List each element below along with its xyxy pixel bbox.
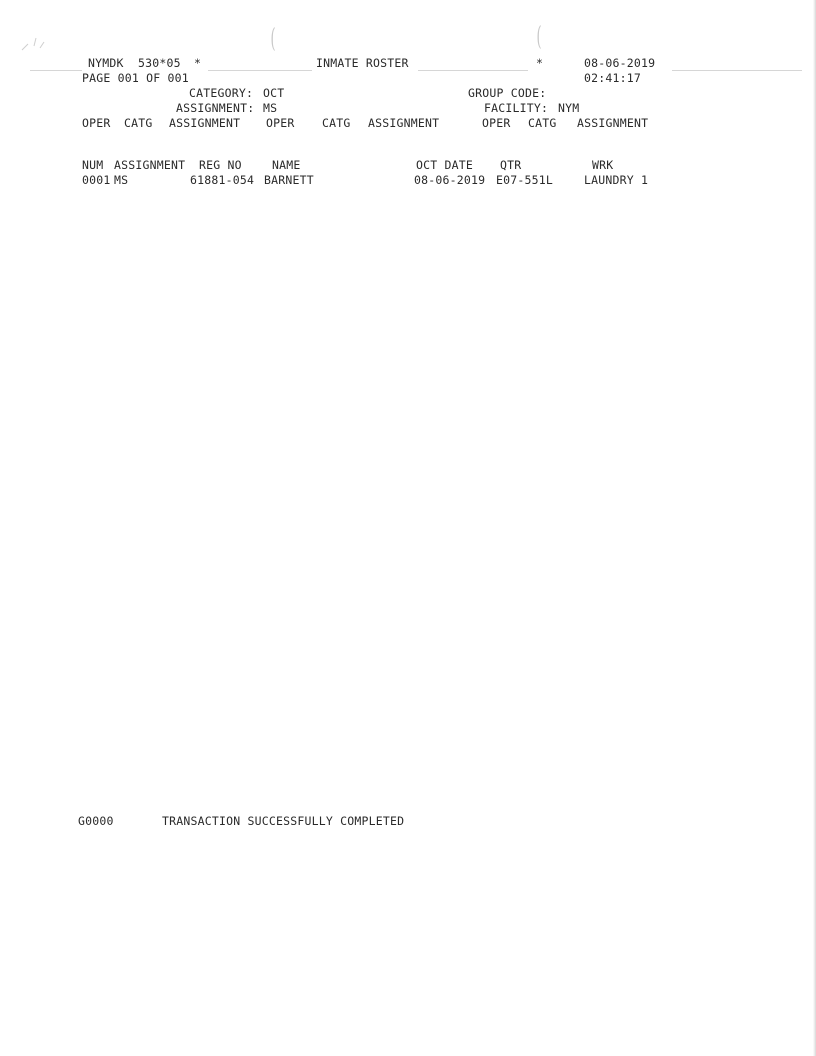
row-wrk: LAUNDRY 1	[584, 173, 649, 187]
catg-header-1: CATG	[124, 116, 153, 130]
status-message: TRANSACTION SUCCESSFULLY COMPLETED	[162, 814, 405, 828]
scan-paren-mark: (	[270, 24, 276, 54]
col-name-header: NAME	[272, 158, 301, 172]
group-code-label: GROUP CODE:	[468, 86, 547, 100]
header-rule-mid	[208, 70, 312, 71]
facility-label: FACILITY:	[484, 101, 549, 115]
assignment-header-3: ASSIGNMENT	[577, 116, 649, 130]
col-qtr-header: QTR	[500, 158, 522, 172]
catg-header-3: CATG	[528, 116, 557, 130]
row-name: BARNETT	[264, 173, 314, 187]
oper-header-2: OPER	[266, 116, 295, 130]
col-assignment-header: ASSIGNMENT	[114, 158, 186, 172]
col-wrk-header: WRK	[592, 158, 614, 172]
header-system-id: NYMDK	[88, 56, 124, 70]
row-reg-no: 61881-054	[190, 173, 255, 187]
assignment-label: ASSIGNMENT:	[176, 101, 255, 115]
row-num: 0001	[82, 173, 111, 187]
category-label: CATEGORY:	[189, 86, 254, 100]
assignment-value: MS	[263, 101, 278, 115]
category-value: OCT	[263, 86, 285, 100]
report-time: 02:41:17	[584, 71, 641, 85]
header-rule-far-right	[672, 70, 802, 71]
col-reg-no-header: REG NO	[199, 158, 242, 172]
scan-paren-mark: (	[536, 22, 542, 52]
col-num-header: NUM	[82, 158, 104, 172]
col-oct-date-header: OCT DATE	[416, 158, 473, 172]
assignment-header-1: ASSIGNMENT	[169, 116, 241, 130]
oper-header-1: OPER	[82, 116, 111, 130]
row-oct-date: 08-06-2019	[414, 173, 486, 187]
status-code: G0000	[78, 814, 114, 828]
header-star-left: *	[194, 56, 202, 70]
header-rule-right	[418, 70, 528, 71]
facility-value: NYM	[558, 101, 580, 115]
page-indicator: PAGE 001 OF 001	[82, 71, 189, 85]
row-qtr: E07-551L	[496, 173, 553, 187]
report-title: INMATE ROSTER	[316, 56, 409, 70]
assignment-header-2: ASSIGNMENT	[368, 116, 440, 130]
header-rule-left	[30, 70, 82, 71]
catg-header-2: CATG	[322, 116, 351, 130]
header-program-code: 530*05	[138, 56, 181, 70]
scan-scratch-mark	[20, 30, 60, 54]
row-assignment: MS	[114, 173, 129, 187]
oper-header-3: OPER	[482, 116, 511, 130]
report-date: 08-06-2019	[584, 56, 656, 70]
header-star-right: *	[536, 56, 544, 70]
